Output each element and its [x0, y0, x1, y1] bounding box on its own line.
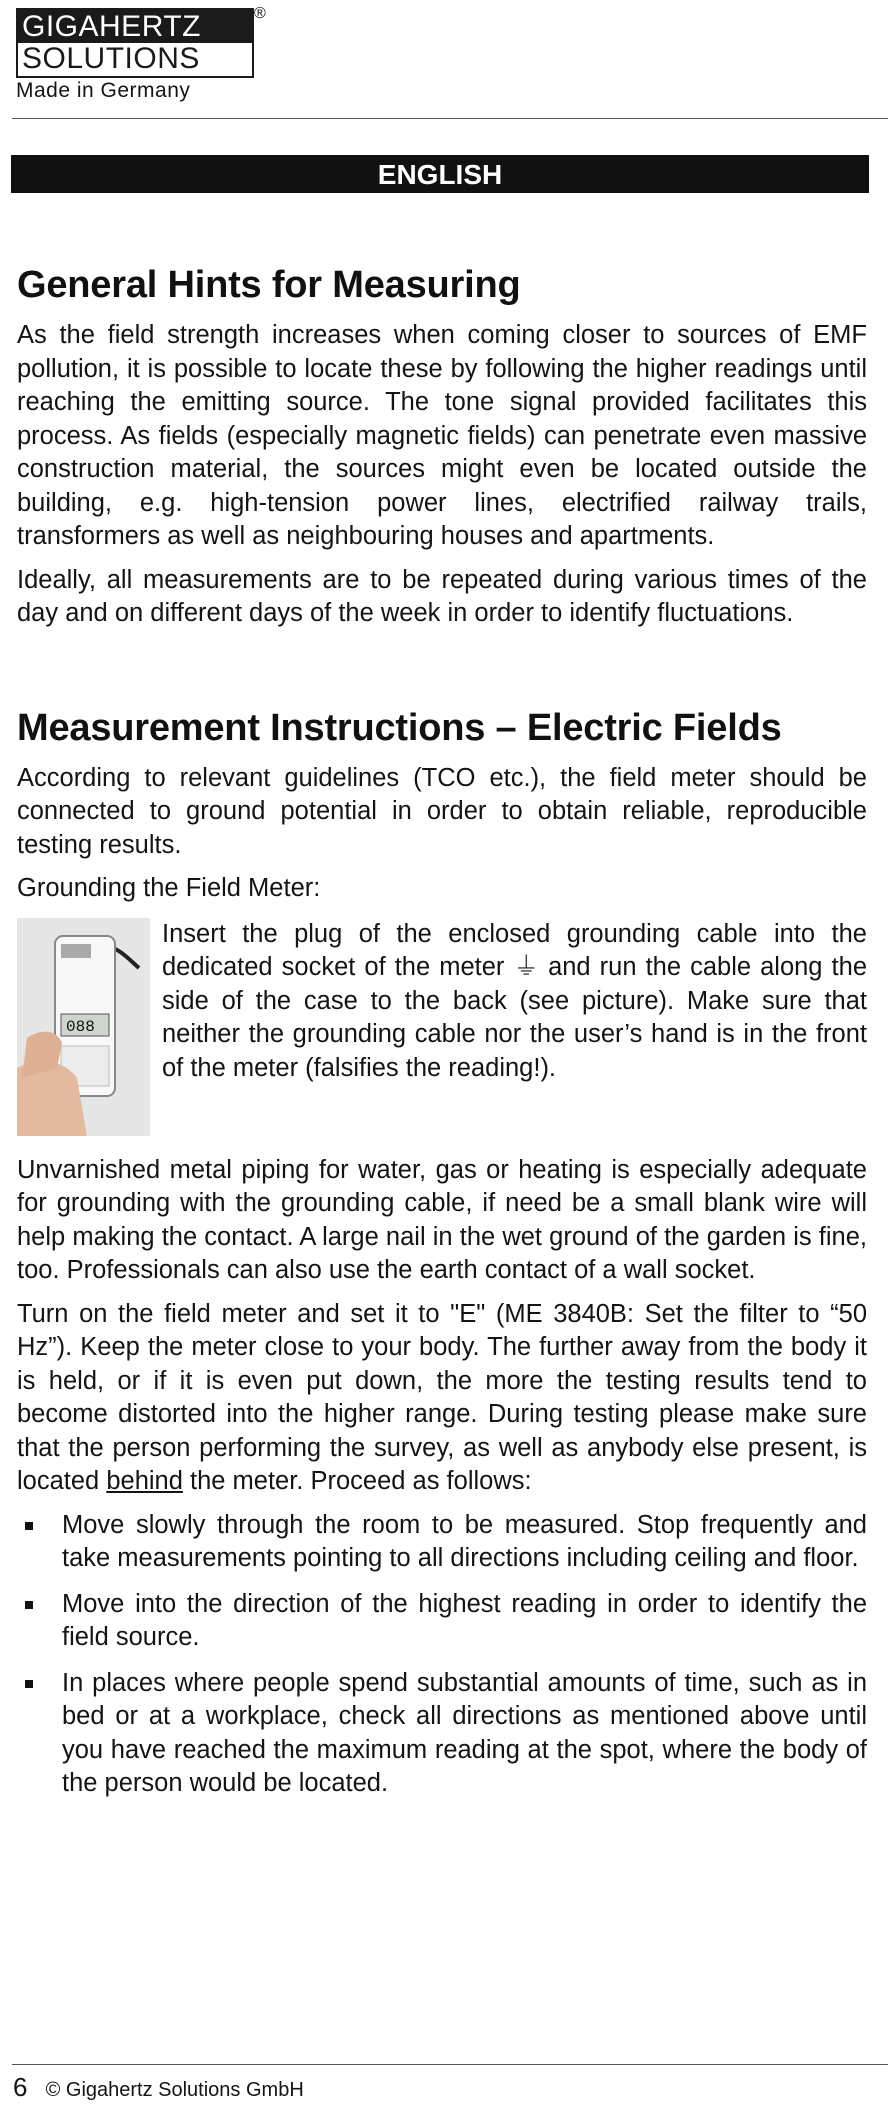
turn-on-text-before: Turn on the field meter and set it to "E" (ME 3840B: Set the filter to “50 Hz”). Keep the meter close to your body. The further away from the body it is held, or if it is even put down, the more the testing results tend to become distorted into the higher range. During testing please make sure that the person performing the survey, as well as anybody else present, is located: [17, 1299, 867, 1495]
behind-underlined: behind: [106, 1467, 183, 1495]
paragraph-repeat-measurements: Ideally, all measurements are to be repeated during various times of the day and on different days of the week in order to identify fluctuations.: [17, 565, 867, 627]
list-item: [17, 1588, 867, 1655]
list-item-text: Move slowly through the room to be measured. Stop frequently and take measurements pointing to all directions including ceiling and floor.: [62, 1510, 867, 1572]
ground-symbol-icon: ⏚: [513, 953, 539, 981]
paragraph-guidelines: According to relevant guidelines (TCO etc.), the field meter should be connected to ground potential in order to obtain reliable, reproducible testing results.: [17, 763, 867, 859]
section-heading-general-hints: General Hints for Measuring: [17, 264, 521, 306]
grounding-text-after: and run the cable along the side of the case to the back (see picture). Make sure that neither the grounding cable nor the user’s hand is in the front of the meter (falsifies the reading!).: [162, 953, 867, 1082]
meter-photo: [17, 918, 150, 1136]
list-item: [17, 1509, 867, 1576]
bullet-icon: [25, 1680, 33, 1688]
section-heading-electric-fields: Measurement Instructions – Electric Fields: [17, 706, 782, 749]
copyright-text: © Gigahertz Solutions GmbH: [45, 2079, 304, 2101]
bullet-icon: [25, 1601, 33, 1609]
grounding-figure: [17, 918, 867, 1136]
logo-line2: SOLUTIONS: [22, 42, 200, 75]
language-banner: ENGLISH: [11, 155, 869, 193]
logo-line1: GIGAHERTZ: [18, 10, 252, 43]
paragraph-turn-on: [17, 1298, 867, 1499]
page-number: 6: [13, 2072, 28, 2102]
brand-logo: [16, 5, 266, 103]
bullet-icon: [25, 1522, 33, 1530]
footer-divider: [12, 2064, 888, 2065]
logo-box: [16, 5, 266, 78]
list-item-text: Move into the direction of the highest reading in order to identify the field source.: [62, 1589, 867, 1651]
page-content: [17, 264, 867, 1813]
procedure-list: [17, 1509, 867, 1801]
list-item: [17, 1667, 867, 1801]
logo-tagline: Made in Germany: [16, 79, 191, 102]
list-item-text: In places where people spend substantial amounts of time, such as in bed or at a workplace, check all directions as mentioned above until you have reached the maximum reading at the spot, where the body of the person would be located.: [62, 1668, 867, 1797]
turn-on-text-after: the meter. Proceed as follows:: [190, 1467, 532, 1495]
registered-mark: ®: [254, 5, 266, 22]
page-footer: [13, 2072, 304, 2103]
paragraph-field-strength: As the field strength increases when coming closer to sources of EMF pollution, it is possible to locate these by following the higher readings until reaching the emitting source. The tone signal provided facilitates this process. As fields (especially magnetic fields) can penetrate even massive construction material, the sources might even be located outside the building, e.g. high-tension power lines, electrified railway trails, transformers as well as neighbouring houses and apartments.: [17, 321, 867, 550]
grounding-instructions: [162, 918, 867, 1136]
meter-display-readout: 088: [66, 1017, 95, 1036]
paragraph-metal-piping: Unvarnished metal piping for water, gas or heating is especially adequate for grounding with the grounding cable, if need be a small blank wire will help making the contact. A large nail in the wet ground of the garden is fine, too. Professionals can also use the earth contact of a wall socket.: [17, 1155, 867, 1284]
header-divider: [12, 118, 888, 119]
grounding-text-before: Insert the plug of the enclosed grounding cable into the dedicated socket of the meter: [162, 919, 867, 981]
grounding-label: Grounding the Field Meter:: [17, 874, 321, 902]
